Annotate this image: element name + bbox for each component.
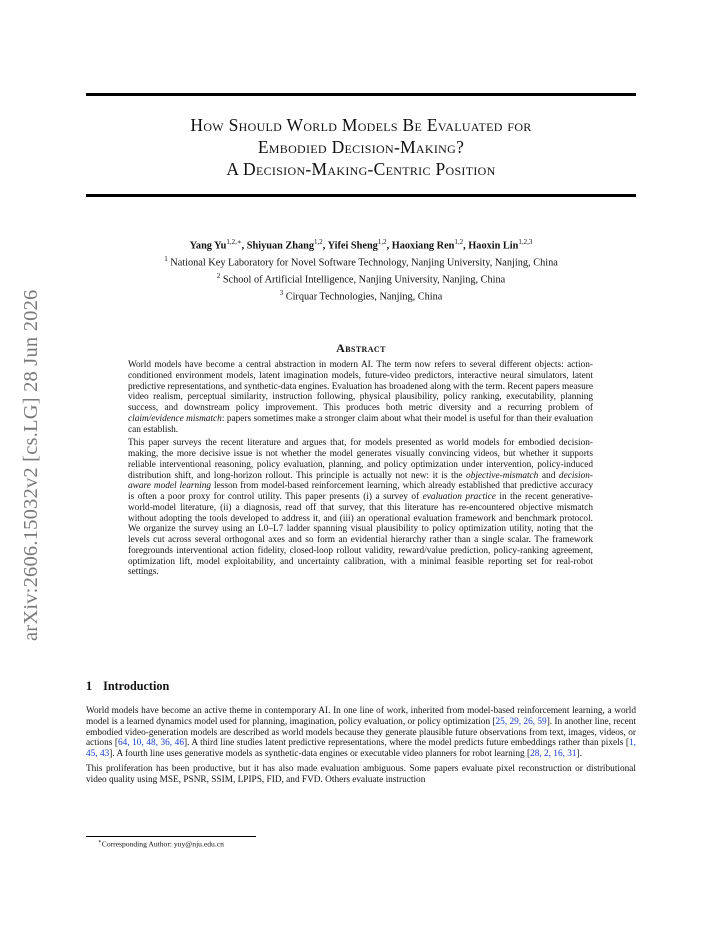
abstract-paragraph: World models have become a central abstraction in modern AI. The term now refers to several different objects: action-conditioned environment models, latent imagination models, future-video predictors, interactive neural simulators, latent predictive representations, and synthetic-data engines. Evaluation has broadened along with the term. Recent papers measure video realism, perceptual similarity, instruction following, physical plausibility, policy ranking, executability, planning success, and downstream policy improvement. This produces both metric diversity and a recurring problem of claim/evidence mismatch: papers sometimes make a stronger claim about what their model is useful for than their evaluation can establish. [128, 360, 593, 435]
section-title: Introduction [103, 679, 170, 693]
section-heading [86, 679, 169, 694]
arxiv-stamp: arXiv:2606.15032v2 [cs.LG] 28 Jun 2026 [20, 289, 42, 641]
author-name: Haoxiang Ren [391, 240, 455, 252]
section-number: 1 [86, 679, 93, 693]
body-paragraph: This proliferation has been productive, but it has also made evaluation ambiguous. Some papers evaluate pixel reconstruction or distributional video quality using MSE, PSNR, SSIM, LPIPS, FID, and FVD. Others evaluate instruction [86, 763, 636, 785]
title-line-2: Embodied Decision-Making? [257, 137, 465, 157]
author-affil: 1,2 [377, 238, 387, 246]
citation-link[interactable]: 28, 2, 16, 31 [530, 749, 577, 760]
author-name: Yifei Sheng [327, 240, 378, 252]
body-paragraph: World models have become an active theme in contemporary AI. In one line of work, inherited from model-based reinforcement learning, a world model is a learned dynamics model used for planning, imagination, policy evaluation, or policy optimization [25, 29, 26, 59]. In another line, recent embodied video-generation models are described as world models because they generate plausible future observations from text, images, videos, or actions [64, 10, 48, 36, 46]. A third line studies latent predictive representations, where the model predicts future embeddings rather than pixels [1, 45, 43]. A fourth line uses generative models as synthetic-data engines or executable video planners for robot learning [28, 2, 16, 31]. [86, 706, 637, 760]
citation-link[interactable]: 1, 45, 43 [86, 738, 636, 760]
affiliation: $^3$ Cirquar Technologies, Nanjing, China [279, 289, 443, 303]
abstract-heading: Abstract [336, 341, 386, 355]
citation-link[interactable]: 25, 29, 26, 59 [495, 716, 547, 727]
title-line-3: A Decision-Making-Centric Position [226, 159, 496, 179]
citation-link[interactable]: 64, 10, 48, 36, 46 [117, 738, 184, 749]
author-list: Yang $Yu^{1,2,∗}$, Shiyuan Zhang$^{1,2}$, Yifei Sheng$^{1,2}$, Haoxiang Ren$^{1,2}$, Haoxin Lin$^{1,2,3}$ [189, 238, 533, 252]
title-line-1: How Should World Models Be Evaluated for [190, 115, 532, 135]
affiliation: $^1$ National Key Laboratory for Novel Software Technology, Nanjing University, Nanjing, China [164, 255, 558, 269]
abstract-body [128, 360, 593, 581]
author-name: Haoxin Lin [468, 240, 519, 252]
author-affil: 1,2,∗ [226, 238, 242, 246]
author-affil: 1,2 [314, 238, 323, 246]
title-rule-bottom [86, 194, 636, 197]
author-name: Yang Yu [189, 240, 227, 252]
footnote: ∗Corresponding Author: yuy@nju.edu.cn [98, 839, 224, 849]
author-name: Shiyuan Zhang [246, 240, 315, 252]
title-rule-top [86, 93, 636, 96]
author-affil: 1,2 [454, 238, 464, 246]
affiliation: $^2$ School of Artificial Intelligence, Nanjing University, Nanjing, China [216, 272, 506, 286]
author-block [86, 236, 636, 304]
author-affil: 1,2,3 [518, 238, 533, 246]
paper-title [86, 114, 636, 180]
abstract-paragraph: This paper surveys the recent literature and argues that, for models presented as world models for embodied decision-making, the more decisive issue is not whether the model generates visually convincing videos, but whether it supports reliable interventional reasoning, policy evaluation, planning, and policy optimization under intervention, policy-induced distribution shift, and long-horizon rollout. This principle is actually not new: it is the objective-mismatch and decision-aware model learning lesson from model-based reinforcement learning, which already established that predictive accuracy is often a poor proxy for control utility. This paper presents (i) a survey of evaluation practice in the recent generative-world-model literature, (ii) a diagnosis, read off that survey, that this literature has re-encountered objective mismatch without adopting the tools developed to address it, and (iii) an operational evaluation framework and benchmark protocol. We organize the survey using an L0–L7 ladder spanning visual plausibility to policy optimization utility, noting that the levels cut across several orthogonal axes and so form an evidential hierarchy rather than a single scalar. The framework foregrounds interventional action fidelity, closed-loop rollout validity, reward/value prediction, policy-ranking agreement, optimization lift, model exploitability, and uncertainty calibration, with a minimal feasible reporting set for real-robot settings. [128, 438, 593, 578]
intro-body [86, 706, 636, 790]
footnote-rule [86, 836, 256, 837]
